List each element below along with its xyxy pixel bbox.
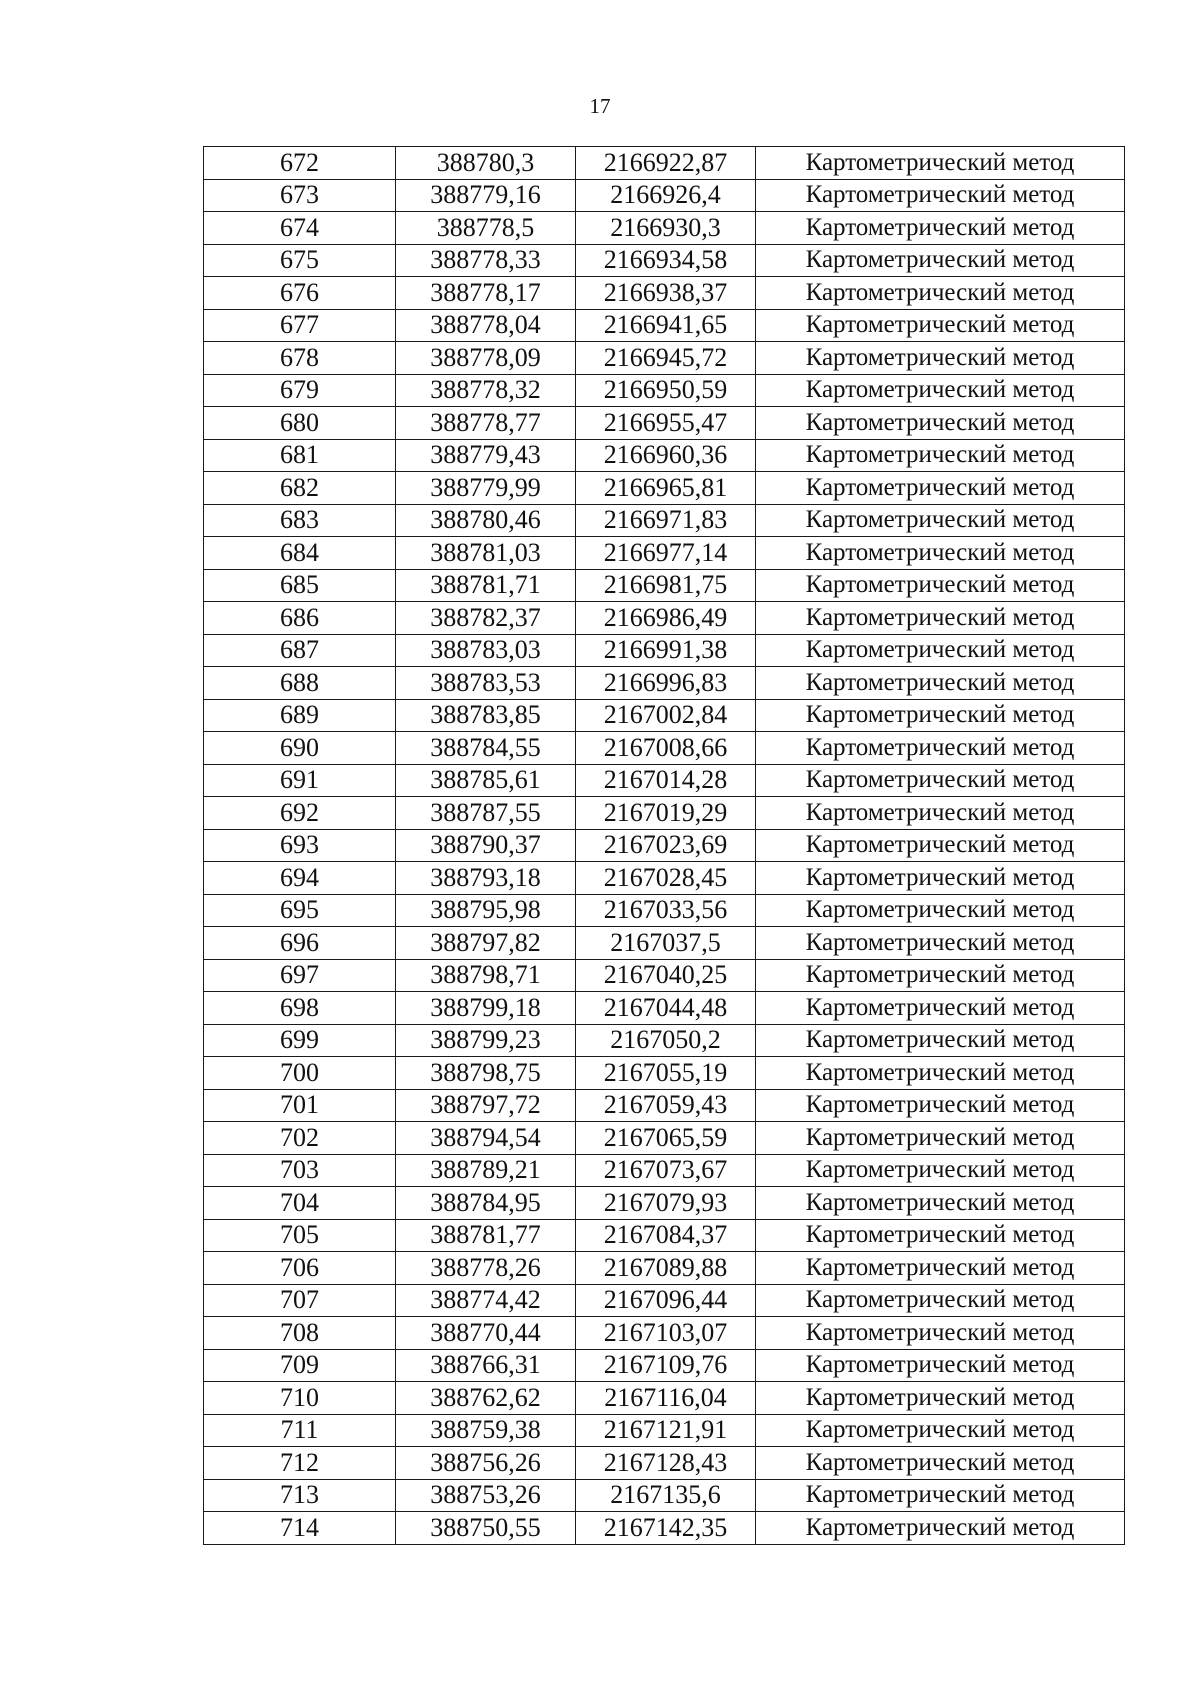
method-cell: Картометрический метод	[756, 1057, 1125, 1090]
table-row	[204, 147, 1125, 180]
table-row	[204, 504, 1125, 537]
point-number-cell: 682	[204, 472, 396, 505]
y-coordinate-cell: 2167135,6	[576, 1479, 756, 1512]
table-row	[204, 1512, 1125, 1545]
method-cell: Картометрический метод	[756, 797, 1125, 830]
y-coordinate-cell: 2166977,14	[576, 537, 756, 570]
point-number-cell: 700	[204, 1057, 396, 1090]
point-number-cell: 681	[204, 439, 396, 472]
method-cell: Картометрический метод	[756, 1284, 1125, 1317]
y-coordinate-cell: 2167008,66	[576, 732, 756, 765]
x-coordinate-cell: 388785,61	[396, 764, 576, 797]
method-cell: Картометрический метод	[756, 1122, 1125, 1155]
table-row	[204, 1317, 1125, 1350]
y-coordinate-cell: 2167096,44	[576, 1284, 756, 1317]
point-number-cell: 679	[204, 374, 396, 407]
x-coordinate-cell: 388797,72	[396, 1089, 576, 1122]
y-coordinate-cell: 2166926,4	[576, 179, 756, 212]
method-cell: Картометрический метод	[756, 342, 1125, 375]
table-row	[204, 374, 1125, 407]
y-coordinate-cell: 2167089,88	[576, 1252, 756, 1285]
method-cell: Картометрический метод	[756, 764, 1125, 797]
x-coordinate-cell: 388782,37	[396, 602, 576, 635]
x-coordinate-cell: 388759,38	[396, 1414, 576, 1447]
y-coordinate-cell: 2167103,07	[576, 1317, 756, 1350]
method-cell: Картометрический метод	[756, 1382, 1125, 1415]
x-coordinate-cell: 388753,26	[396, 1479, 576, 1512]
table-row	[204, 244, 1125, 277]
y-coordinate-cell: 2166938,37	[576, 277, 756, 310]
table-row	[204, 179, 1125, 212]
x-coordinate-cell: 388778,26	[396, 1252, 576, 1285]
point-number-cell: 677	[204, 309, 396, 342]
table-row	[204, 439, 1125, 472]
x-coordinate-cell: 388781,03	[396, 537, 576, 570]
y-coordinate-cell: 2167044,48	[576, 992, 756, 1025]
point-number-cell: 688	[204, 667, 396, 700]
y-coordinate-cell: 2166955,47	[576, 407, 756, 440]
method-cell: Картометрический метод	[756, 829, 1125, 862]
point-number-cell: 710	[204, 1382, 396, 1415]
y-coordinate-cell: 2167116,04	[576, 1382, 756, 1415]
point-number-cell: 678	[204, 342, 396, 375]
table-row	[204, 1089, 1125, 1122]
table-row	[204, 797, 1125, 830]
method-cell: Картометрический метод	[756, 1479, 1125, 1512]
method-cell: Картометрический метод	[756, 1024, 1125, 1057]
x-coordinate-cell: 388770,44	[396, 1317, 576, 1350]
y-coordinate-cell: 2167037,5	[576, 927, 756, 960]
y-coordinate-cell: 2167065,59	[576, 1122, 756, 1155]
table-row	[204, 1219, 1125, 1252]
table-row	[204, 1024, 1125, 1057]
method-cell: Картометрический метод	[756, 439, 1125, 472]
table-row	[204, 699, 1125, 732]
method-cell: Картометрический метод	[756, 1317, 1125, 1350]
method-cell: Картометрический метод	[756, 732, 1125, 765]
table-row	[204, 1057, 1125, 1090]
y-coordinate-cell: 2167028,45	[576, 862, 756, 895]
x-coordinate-cell: 388779,16	[396, 179, 576, 212]
method-cell: Картометрический метод	[756, 504, 1125, 537]
table-row	[204, 1414, 1125, 1447]
coordinates-table	[203, 146, 1125, 1545]
point-number-cell: 704	[204, 1187, 396, 1220]
point-number-cell: 674	[204, 212, 396, 245]
x-coordinate-cell: 388778,33	[396, 244, 576, 277]
method-cell: Картометрический метод	[756, 1349, 1125, 1382]
table-row	[204, 407, 1125, 440]
x-coordinate-cell: 388783,03	[396, 634, 576, 667]
table-row	[204, 1187, 1125, 1220]
table-row	[204, 1382, 1125, 1415]
y-coordinate-cell: 2166981,75	[576, 569, 756, 602]
method-cell: Картометрический метод	[756, 1089, 1125, 1122]
table-row	[204, 1349, 1125, 1382]
table-row	[204, 862, 1125, 895]
y-coordinate-cell: 2167023,69	[576, 829, 756, 862]
y-coordinate-cell: 2166965,81	[576, 472, 756, 505]
x-coordinate-cell: 388778,17	[396, 277, 576, 310]
x-coordinate-cell: 388789,21	[396, 1154, 576, 1187]
table-row	[204, 1479, 1125, 1512]
x-coordinate-cell: 388790,37	[396, 829, 576, 862]
table-row	[204, 472, 1125, 505]
y-coordinate-cell: 2166941,65	[576, 309, 756, 342]
point-number-cell: 690	[204, 732, 396, 765]
table-row	[204, 1122, 1125, 1155]
y-coordinate-cell: 2167142,35	[576, 1512, 756, 1545]
y-coordinate-cell: 2167121,91	[576, 1414, 756, 1447]
point-number-cell: 696	[204, 927, 396, 960]
point-number-cell: 683	[204, 504, 396, 537]
method-cell: Картометрический метод	[756, 699, 1125, 732]
table-row	[204, 1252, 1125, 1285]
method-cell: Картометрический метод	[756, 862, 1125, 895]
x-coordinate-cell: 388778,32	[396, 374, 576, 407]
table-row	[204, 1284, 1125, 1317]
y-coordinate-cell: 2166971,83	[576, 504, 756, 537]
point-number-cell: 702	[204, 1122, 396, 1155]
coordinates-table-body	[204, 147, 1125, 1545]
point-number-cell: 695	[204, 894, 396, 927]
y-coordinate-cell: 2166930,3	[576, 212, 756, 245]
table-row	[204, 309, 1125, 342]
x-coordinate-cell: 388783,85	[396, 699, 576, 732]
method-cell: Картометрический метод	[756, 472, 1125, 505]
method-cell: Картометрический метод	[756, 1187, 1125, 1220]
method-cell: Картометрический метод	[756, 147, 1125, 180]
method-cell: Картометрический метод	[756, 309, 1125, 342]
x-coordinate-cell: 388779,43	[396, 439, 576, 472]
point-number-cell: 692	[204, 797, 396, 830]
y-coordinate-cell: 2167079,93	[576, 1187, 756, 1220]
table-row	[204, 634, 1125, 667]
table-row	[204, 569, 1125, 602]
table-row	[204, 212, 1125, 245]
table-row	[204, 277, 1125, 310]
page-number: 17	[589, 94, 611, 118]
method-cell: Картометрический метод	[756, 1447, 1125, 1480]
point-number-cell: 707	[204, 1284, 396, 1317]
x-coordinate-cell: 388794,54	[396, 1122, 576, 1155]
method-cell: Картометрический метод	[756, 277, 1125, 310]
method-cell: Картометрический метод	[756, 1512, 1125, 1545]
x-coordinate-cell: 388787,55	[396, 797, 576, 830]
x-coordinate-cell: 388795,98	[396, 894, 576, 927]
x-coordinate-cell: 388797,82	[396, 927, 576, 960]
y-coordinate-cell: 2166996,83	[576, 667, 756, 700]
point-number-cell: 701	[204, 1089, 396, 1122]
method-cell: Картометрический метод	[756, 1219, 1125, 1252]
x-coordinate-cell: 388781,71	[396, 569, 576, 602]
point-number-cell: 672	[204, 147, 396, 180]
y-coordinate-cell: 2166934,58	[576, 244, 756, 277]
x-coordinate-cell: 388799,23	[396, 1024, 576, 1057]
method-cell: Картометрический метод	[756, 602, 1125, 635]
method-cell: Картометрический метод	[756, 569, 1125, 602]
x-coordinate-cell: 388799,18	[396, 992, 576, 1025]
point-number-cell: 697	[204, 959, 396, 992]
table-row	[204, 1447, 1125, 1480]
method-cell: Картометрический метод	[756, 407, 1125, 440]
x-coordinate-cell: 388766,31	[396, 1349, 576, 1382]
y-coordinate-cell: 2167040,25	[576, 959, 756, 992]
y-coordinate-cell: 2167050,2	[576, 1024, 756, 1057]
table-row	[204, 992, 1125, 1025]
y-coordinate-cell: 2167033,56	[576, 894, 756, 927]
y-coordinate-cell: 2166922,87	[576, 147, 756, 180]
x-coordinate-cell: 388762,62	[396, 1382, 576, 1415]
y-coordinate-cell: 2167128,43	[576, 1447, 756, 1480]
point-number-cell: 686	[204, 602, 396, 635]
method-cell: Картометрический метод	[756, 959, 1125, 992]
y-coordinate-cell: 2167055,19	[576, 1057, 756, 1090]
table-row	[204, 959, 1125, 992]
table-row	[204, 927, 1125, 960]
method-cell: Картометрический метод	[756, 927, 1125, 960]
method-cell: Картометрический метод	[756, 894, 1125, 927]
point-number-cell: 676	[204, 277, 396, 310]
point-number-cell: 709	[204, 1349, 396, 1382]
x-coordinate-cell: 388793,18	[396, 862, 576, 895]
y-coordinate-cell: 2167014,28	[576, 764, 756, 797]
point-number-cell: 711	[204, 1414, 396, 1447]
point-number-cell: 712	[204, 1447, 396, 1480]
y-coordinate-cell: 2166986,49	[576, 602, 756, 635]
x-coordinate-cell: 388756,26	[396, 1447, 576, 1480]
y-coordinate-cell: 2166945,72	[576, 342, 756, 375]
y-coordinate-cell: 2167059,43	[576, 1089, 756, 1122]
x-coordinate-cell: 388780,46	[396, 504, 576, 537]
table-row	[204, 602, 1125, 635]
y-coordinate-cell: 2166950,59	[576, 374, 756, 407]
y-coordinate-cell: 2167002,84	[576, 699, 756, 732]
x-coordinate-cell: 388784,55	[396, 732, 576, 765]
method-cell: Картометрический метод	[756, 1154, 1125, 1187]
point-number-cell: 699	[204, 1024, 396, 1057]
table-row	[204, 894, 1125, 927]
point-number-cell: 693	[204, 829, 396, 862]
point-number-cell: 706	[204, 1252, 396, 1285]
table-row	[204, 342, 1125, 375]
y-coordinate-cell: 2166960,36	[576, 439, 756, 472]
point-number-cell: 713	[204, 1479, 396, 1512]
point-number-cell: 694	[204, 862, 396, 895]
point-number-cell: 691	[204, 764, 396, 797]
method-cell: Картометрический метод	[756, 634, 1125, 667]
table-row	[204, 537, 1125, 570]
point-number-cell: 703	[204, 1154, 396, 1187]
x-coordinate-cell: 388783,53	[396, 667, 576, 700]
table-row	[204, 1154, 1125, 1187]
x-coordinate-cell: 388778,04	[396, 309, 576, 342]
x-coordinate-cell: 388778,5	[396, 212, 576, 245]
table-row	[204, 764, 1125, 797]
y-coordinate-cell: 2166991,38	[576, 634, 756, 667]
x-coordinate-cell: 388798,71	[396, 959, 576, 992]
method-cell: Картометрический метод	[756, 244, 1125, 277]
x-coordinate-cell: 388778,77	[396, 407, 576, 440]
point-number-cell: 673	[204, 179, 396, 212]
point-number-cell: 685	[204, 569, 396, 602]
method-cell: Картометрический метод	[756, 537, 1125, 570]
method-cell: Картометрический метод	[756, 374, 1125, 407]
x-coordinate-cell: 388781,77	[396, 1219, 576, 1252]
method-cell: Картометрический метод	[756, 1414, 1125, 1447]
method-cell: Картометрический метод	[756, 1252, 1125, 1285]
method-cell: Картометрический метод	[756, 667, 1125, 700]
y-coordinate-cell: 2167073,67	[576, 1154, 756, 1187]
method-cell: Картометрический метод	[756, 992, 1125, 1025]
y-coordinate-cell: 2167084,37	[576, 1219, 756, 1252]
method-cell: Картометрический метод	[756, 179, 1125, 212]
table-row	[204, 732, 1125, 765]
x-coordinate-cell: 388750,55	[396, 1512, 576, 1545]
table-row	[204, 829, 1125, 862]
point-number-cell: 714	[204, 1512, 396, 1545]
table-row	[204, 667, 1125, 700]
x-coordinate-cell: 388780,3	[396, 147, 576, 180]
x-coordinate-cell: 388774,42	[396, 1284, 576, 1317]
method-cell: Картометрический метод	[756, 212, 1125, 245]
y-coordinate-cell: 2167019,29	[576, 797, 756, 830]
point-number-cell: 680	[204, 407, 396, 440]
point-number-cell: 689	[204, 699, 396, 732]
point-number-cell: 675	[204, 244, 396, 277]
x-coordinate-cell: 388778,09	[396, 342, 576, 375]
point-number-cell: 698	[204, 992, 396, 1025]
point-number-cell: 705	[204, 1219, 396, 1252]
x-coordinate-cell: 388784,95	[396, 1187, 576, 1220]
x-coordinate-cell: 388798,75	[396, 1057, 576, 1090]
point-number-cell: 708	[204, 1317, 396, 1350]
x-coordinate-cell: 388779,99	[396, 472, 576, 505]
y-coordinate-cell: 2167109,76	[576, 1349, 756, 1382]
point-number-cell: 684	[204, 537, 396, 570]
point-number-cell: 687	[204, 634, 396, 667]
